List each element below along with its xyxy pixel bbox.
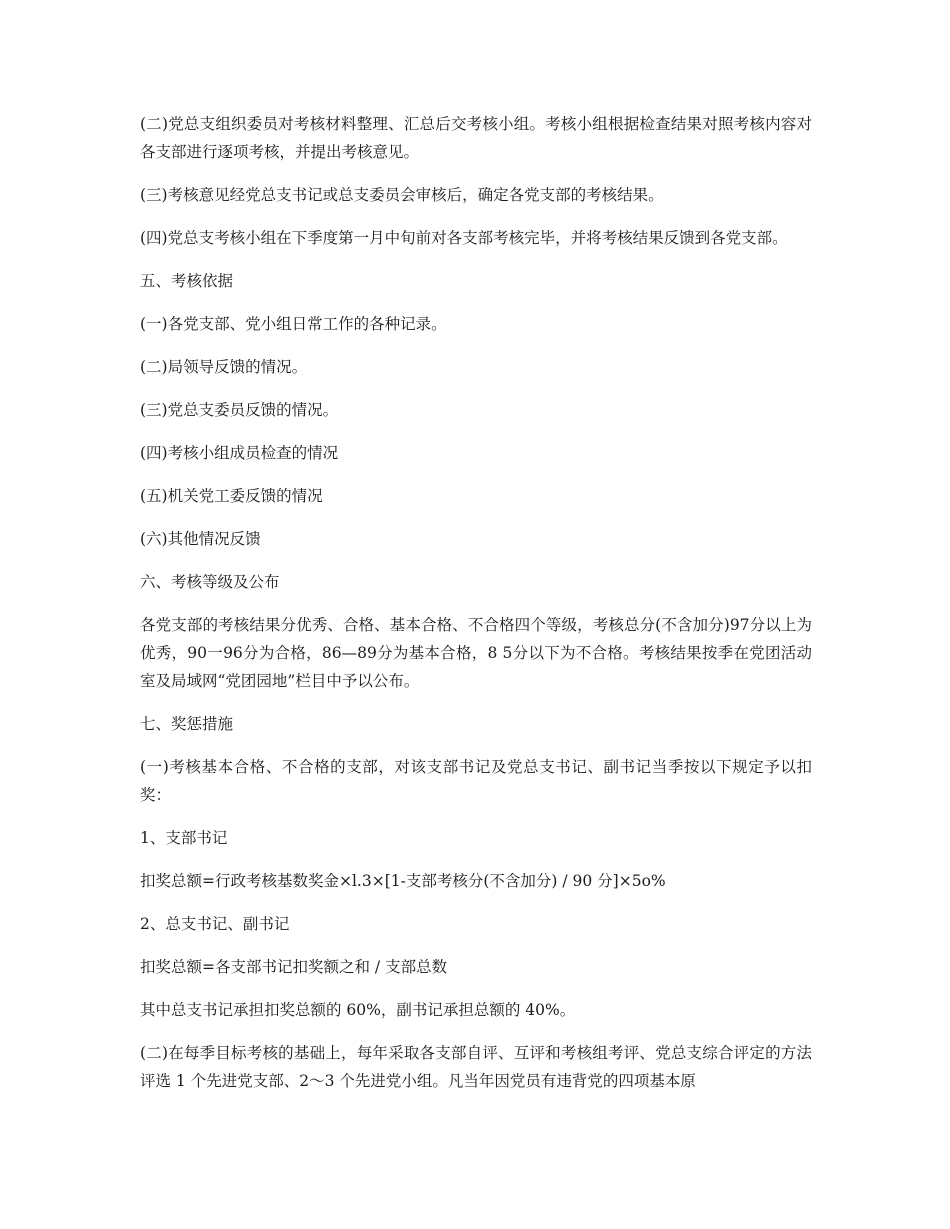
paragraph-review-approval: (三)考核意见经党总支书记或总支委员会审核后，确定各党支部的考核结果。: [140, 186, 664, 204]
basis-item-4: (四)考核小组成员检查的情况: [140, 444, 339, 462]
formula-branch-secretary: 扣奖总额=行政考核基数奖金×l.3×[1-支部考核分(不含加分) / 90 分]×5o%: [140, 872, 666, 890]
paragraph-annual-selection: (二)在每季目标考核的基础上，每年采取各支部自评、互评和考核组考评、党总支综合评定的方法评选 1 个先进党支部、2～3 个先进党小组。凡当年因党员有违背党的四项基本原: [140, 1044, 812, 1090]
basis-item-3: (三)党总支委员反馈的情况。: [140, 401, 339, 419]
paragraph-grade-levels: 各党支部的考核结果分优秀、合格、基本合格、不合格四个等级，考核总分(不含加分)97分以上为优秀，90一96分为合格，86—89分为基本合格，8 5分以下为不合格。考核结果按季在党团活动室及局域网“党团园地”栏目中予以公布。: [140, 616, 812, 690]
basis-item-1: (一)各党支部、党小组日常工作的各种记录。: [140, 315, 447, 333]
subheading-branch-secretary: 1、支部书记: [140, 829, 228, 847]
basis-item-5: (五)机关党工委反馈的情况: [140, 487, 323, 505]
paragraph-review-feedback: (四)党总支考核小组在下季度第一月中旬前对各支部考核完毕，并将考核结果反馈到各党支部。: [140, 229, 788, 247]
subheading-general-secretary: 2、总支书记、副书记: [140, 915, 290, 933]
paragraph-penalty-rule: (一)考核基本合格、不合格的支部，对该支部书记及党总支书记、副书记当季按以下规定予以扣奖：: [140, 758, 812, 804]
section-heading-grades: 六、考核等级及公布: [140, 573, 280, 591]
section-heading-basis: 五、考核依据: [140, 272, 234, 290]
basis-item-6: (六)其他情况反馈: [140, 530, 261, 548]
basis-item-2: (二)局领导反馈的情况。: [140, 358, 308, 376]
paragraph-review-materials: (二)党总支组织委员对考核材料整理、汇总后交考核小组。考核小组根据检查结果对照考核内容对各支部进行逐项考核，并提出考核意见。: [140, 115, 812, 161]
section-heading-rewards: 七、奖惩措施: [140, 715, 234, 733]
document-body: [140, 110, 812, 1109]
paragraph-penalty-share: 其中总支书记承担扣奖总额的 60%，副书记承担总额的 40%。: [140, 1001, 576, 1019]
formula-general-secretary: 扣奖总额=各支部书记扣奖额之和 / 支部总数: [140, 958, 448, 976]
